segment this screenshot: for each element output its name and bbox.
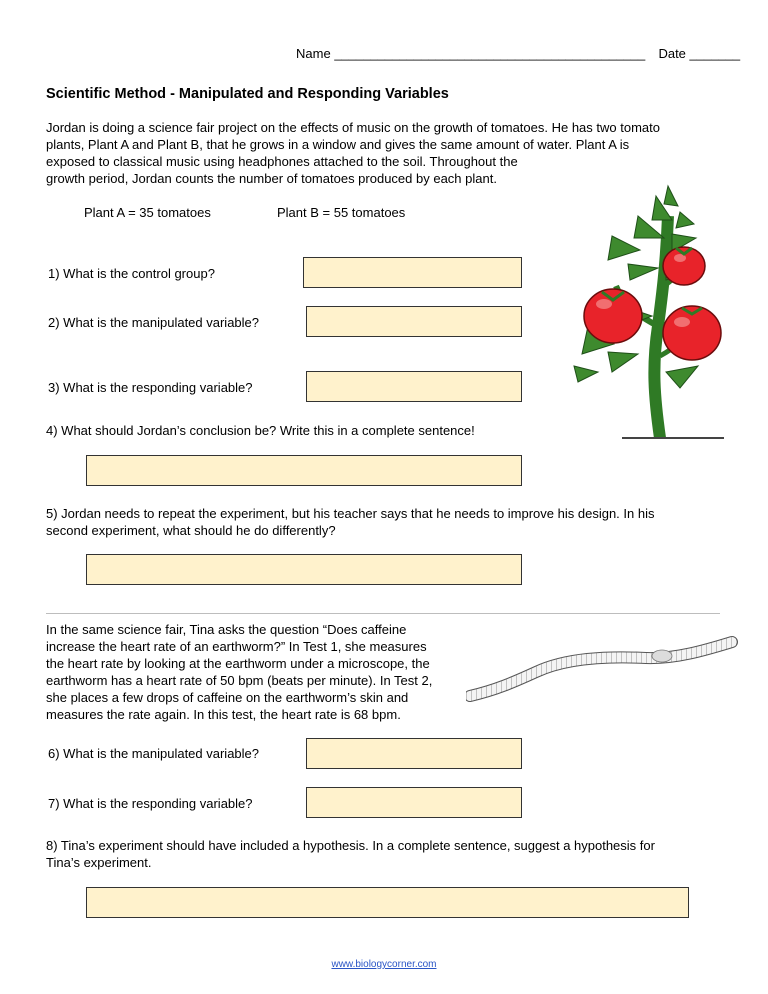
page-title: Scientific Method - Manipulated and Responding Variables: [46, 86, 449, 102]
tina-line: increase the heart rate of an earthworm?” In Test 1, she measures: [46, 639, 427, 654]
question-8-label: [46, 837, 746, 871]
tina-line: she places a few drops of caffeine on the earthworm’s skin and: [46, 690, 409, 705]
tina-line: the heart rate by looking at the earthworm under a microscope, the: [46, 656, 430, 671]
footer: [0, 955, 768, 970]
question-5-line: second experiment, what should he do differently?: [46, 523, 336, 538]
question-5-label: [46, 505, 746, 539]
question-1-label: 1) What is the control group?: [48, 266, 215, 281]
intro-line: growth period, Jordan counts the number of tomatoes produced by each plant.: [46, 171, 497, 186]
name-blank[interactable]: ___________________________________________: [334, 46, 646, 61]
tina-line: earthworm has a heart rate of 50 bpm (beats per minute). In Test 2,: [46, 673, 433, 688]
intro-line: exposed to classical music using headphones attached to the soil. Throughout the: [46, 154, 518, 169]
question-7-label: 7) What is the responding variable?: [48, 796, 253, 811]
tina-line: In the same science fair, Tina asks the question “Does caffeine: [46, 622, 407, 637]
question-8-line: Tina’s experiment.: [46, 855, 152, 870]
intro-line: plants, Plant A and Plant B, that he grows in a window and gives the same amount of water. Plant A is: [46, 137, 630, 152]
name-label: Name: [296, 46, 331, 61]
answer-box-3[interactable]: [306, 371, 522, 402]
section-divider: [46, 613, 720, 614]
question-6-label: 6) What is the manipulated variable?: [48, 746, 260, 761]
date-label: Date: [658, 46, 686, 61]
name-field-label: [296, 45, 740, 62]
answer-box-6[interactable]: [306, 738, 522, 769]
date-blank[interactable]: _______: [689, 46, 741, 61]
answer-box-1[interactable]: [303, 257, 522, 288]
tina-paragraph: [46, 621, 476, 723]
plant-a-result: Plant A = 35 tomatoes: [84, 205, 211, 220]
earthworm-image: [466, 634, 742, 704]
question-8-line: 8) Tina’s experiment should have included a hypothesis. In a complete sentence, suggest a hypothesis for: [46, 838, 655, 853]
question-3-label: 3) What is the responding variable?: [48, 380, 253, 395]
question-5-line: 5) Jordan needs to repeat the experiment, but his teacher says that he needs to improve his design. In his: [46, 506, 655, 521]
plant-b-result: Plant B = 55 tomatoes: [277, 205, 406, 220]
answer-box-4[interactable]: [86, 455, 522, 486]
answer-box-2[interactable]: [306, 306, 522, 337]
footer-link[interactable]: www.biologycorner.com: [331, 959, 437, 970]
answer-box-7[interactable]: [306, 787, 522, 818]
answer-box-8[interactable]: [86, 887, 689, 918]
question-2-label: 2) What is the manipulated variable?: [48, 315, 260, 330]
question-4-label: 4) What should Jordan’s conclusion be? Write this in a complete sentence!: [46, 423, 475, 438]
answer-box-5[interactable]: [86, 554, 522, 585]
tina-line: measures the rate again. In this test, the heart rate is 68 bpm.: [46, 707, 401, 722]
intro-line: Jordan is doing a science fair project on the effects of music on the growth of tomatoes. He has two tomato: [46, 120, 660, 135]
tomato-plant-image: [568, 176, 728, 442]
